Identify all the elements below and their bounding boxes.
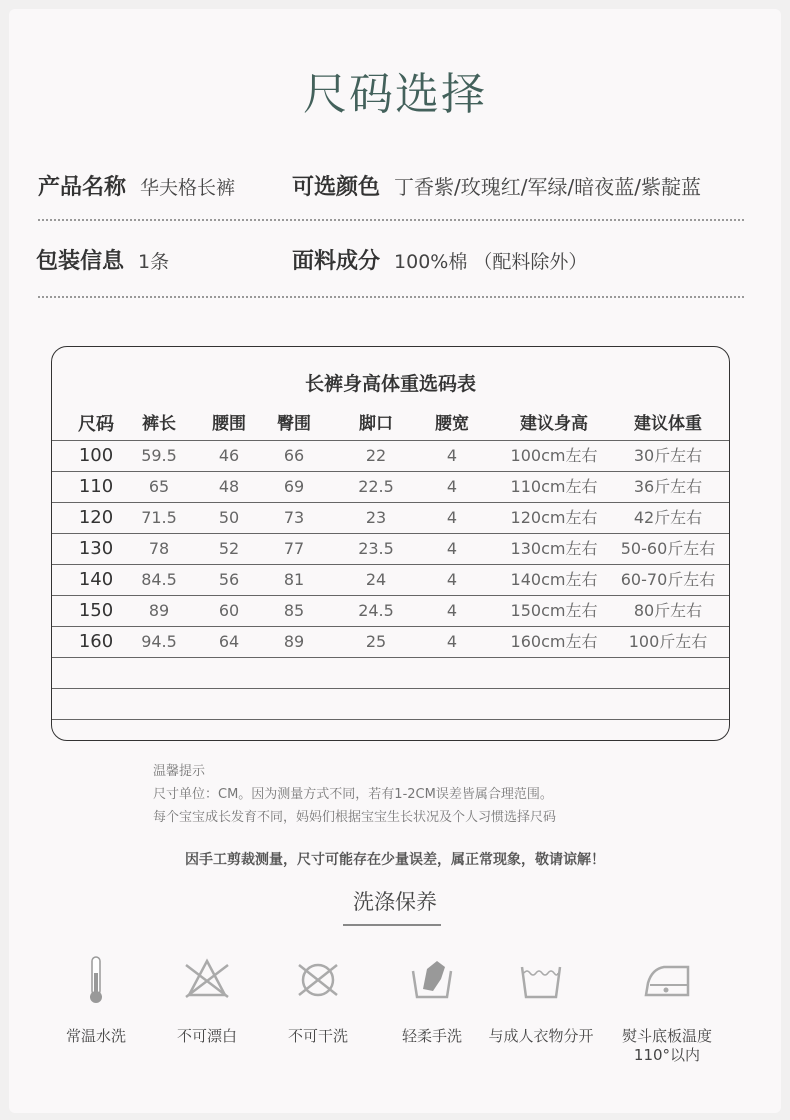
table-cell: 120cm左右 bbox=[510, 508, 598, 527]
wash-title-underline bbox=[343, 924, 441, 926]
disclaimer-note: 因手工剪裁测量，尺寸可能存在少量误差，属正常现象，敬请谅解！ bbox=[185, 852, 605, 868]
table-cell: 150 bbox=[78, 600, 114, 621]
table-cell: 89 bbox=[283, 632, 305, 651]
column-header: 臀围 bbox=[277, 414, 311, 434]
care-label: 常温水洗 bbox=[65, 1027, 126, 1045]
table-cell: 4 bbox=[446, 539, 458, 558]
product-name bbox=[38, 170, 235, 201]
table-cell: 60-70斤左右 bbox=[620, 570, 716, 589]
package-value: 1条 bbox=[138, 251, 170, 273]
table-cell: 24 bbox=[365, 570, 387, 589]
table-cell: 4 bbox=[446, 446, 458, 465]
wash-title: 洗涤保养 bbox=[353, 890, 437, 914]
package bbox=[36, 244, 169, 275]
table-row bbox=[52, 440, 729, 472]
column-header: 腰围 bbox=[212, 414, 246, 434]
tips-heading: 温馨提示 bbox=[153, 764, 206, 779]
care-label: 轻柔手洗 bbox=[401, 1027, 462, 1045]
table-cell: 100 bbox=[78, 445, 114, 466]
fabric bbox=[292, 244, 587, 275]
wash-tub-icon bbox=[516, 955, 566, 1005]
care-label-line: 110°以内 bbox=[633, 1046, 701, 1064]
table-cell: 69 bbox=[283, 477, 305, 496]
table-cell: 71.5 bbox=[141, 508, 177, 527]
table-row bbox=[52, 502, 729, 534]
care-label-line: 熨斗底板温度 bbox=[621, 1027, 712, 1045]
product-name-label: 产品名称 bbox=[38, 175, 127, 200]
care-label: 与成人衣物分开 bbox=[488, 1027, 594, 1045]
product-name-value: 华夫格长裤 bbox=[140, 177, 236, 199]
table-cell: 22.5 bbox=[358, 477, 394, 496]
table-cell: 64 bbox=[218, 632, 240, 651]
hand-wash-icon bbox=[407, 955, 457, 1005]
care-label: 不可漂白 bbox=[176, 1027, 237, 1045]
table-cell: 4 bbox=[446, 477, 458, 496]
table-title: 长裤身高体重选码表 bbox=[304, 373, 476, 395]
table-cell: 23 bbox=[365, 508, 387, 527]
table-cell: 110cm左右 bbox=[510, 477, 598, 496]
table-header-row bbox=[52, 409, 729, 441]
colors bbox=[292, 170, 701, 201]
table-cell: 52 bbox=[218, 539, 240, 558]
care-item bbox=[253, 955, 383, 1046]
table-cell: 65 bbox=[148, 477, 170, 496]
table-cell: 81 bbox=[283, 570, 305, 589]
table-cell: 66 bbox=[283, 446, 305, 465]
divider bbox=[38, 219, 744, 221]
column-header: 裤长 bbox=[142, 414, 176, 434]
table-cell: 84.5 bbox=[141, 570, 177, 589]
tips-line: 每个宝宝成长发育不同，妈妈们根据宝宝生长状况及个人习惯选择尺码 bbox=[153, 810, 557, 825]
table-row bbox=[52, 533, 729, 565]
table-cell: 59.5 bbox=[141, 446, 177, 465]
table-cell: 89 bbox=[148, 601, 170, 620]
colors-value: 丁香紫/玫瑰红/军绿/暗夜蓝/紫靛蓝 bbox=[394, 175, 701, 199]
table-cell: 23.5 bbox=[358, 539, 394, 558]
table-cell: 77 bbox=[283, 539, 305, 558]
table-cell: 56 bbox=[218, 570, 240, 589]
table-cell: 4 bbox=[446, 632, 458, 651]
table-row bbox=[52, 595, 729, 627]
iron-icon bbox=[642, 955, 692, 1005]
care-item bbox=[476, 955, 606, 1046]
column-header: 腰宽 bbox=[435, 414, 469, 434]
thermometer-icon bbox=[76, 955, 116, 1005]
care-label bbox=[602, 1027, 732, 1065]
table-cell: 30斤左右 bbox=[633, 446, 703, 465]
fabric-value: 100%棉 （配料除外） bbox=[394, 251, 588, 273]
table-cell: 140cm左右 bbox=[510, 570, 598, 589]
care-item bbox=[602, 955, 732, 1065]
no-dry-clean-icon bbox=[293, 955, 343, 1005]
table-cell: 94.5 bbox=[141, 632, 177, 651]
table-cell: 48 bbox=[218, 477, 240, 496]
table-cell: 50-60斤左右 bbox=[620, 539, 716, 558]
table-cell: 60 bbox=[218, 601, 240, 620]
table-cell: 24.5 bbox=[358, 601, 394, 620]
table-cell: 73 bbox=[283, 508, 305, 527]
table-cell: 100cm左右 bbox=[510, 446, 598, 465]
table-cell: 130cm左右 bbox=[510, 539, 598, 558]
table-cell: 150cm左右 bbox=[510, 601, 598, 620]
table-cell: 130 bbox=[78, 538, 114, 559]
page-title: 尺码选择 bbox=[303, 69, 487, 120]
column-header: 尺码 bbox=[78, 414, 114, 435]
table-cell: 110 bbox=[78, 476, 114, 497]
divider bbox=[38, 296, 744, 298]
table-row bbox=[52, 688, 729, 720]
table-cell: 50 bbox=[218, 508, 240, 527]
table-cell: 4 bbox=[446, 570, 458, 589]
table-cell: 42斤左右 bbox=[633, 508, 703, 527]
no-bleach-icon bbox=[182, 955, 232, 1005]
column-header: 建议身高 bbox=[520, 414, 588, 434]
table-row bbox=[52, 657, 729, 689]
table-cell: 46 bbox=[218, 446, 240, 465]
table-cell: 160cm左右 bbox=[510, 632, 598, 651]
table-row bbox=[52, 471, 729, 503]
fabric-label: 面料成分 bbox=[292, 249, 381, 274]
table-row bbox=[52, 626, 729, 658]
table-cell: 140 bbox=[78, 569, 114, 590]
table-cell: 120 bbox=[78, 507, 114, 528]
tips-line: 尺寸单位：CM。因为测量方式不同，若有1-2CM误差皆属合理范围。 bbox=[153, 787, 553, 802]
table-cell: 80斤左右 bbox=[633, 601, 703, 620]
table-cell: 4 bbox=[446, 508, 458, 527]
table-cell: 36斤左右 bbox=[633, 477, 703, 496]
tips bbox=[153, 760, 556, 829]
table-cell: 160 bbox=[78, 631, 114, 652]
table-cell: 85 bbox=[283, 601, 305, 620]
table-cell: 100斤左右 bbox=[628, 632, 708, 651]
column-header: 脚口 bbox=[359, 414, 393, 434]
table-cell: 78 bbox=[148, 539, 170, 558]
table-cell: 25 bbox=[365, 632, 387, 651]
column-header: 建议体重 bbox=[634, 414, 702, 434]
care-label: 不可干洗 bbox=[287, 1027, 348, 1045]
table-row bbox=[52, 564, 729, 596]
package-label: 包装信息 bbox=[36, 249, 125, 274]
table-cell: 22 bbox=[365, 446, 387, 465]
size-table bbox=[51, 346, 730, 741]
table-cell: 4 bbox=[446, 601, 458, 620]
colors-label: 可选颜色 bbox=[292, 175, 381, 200]
